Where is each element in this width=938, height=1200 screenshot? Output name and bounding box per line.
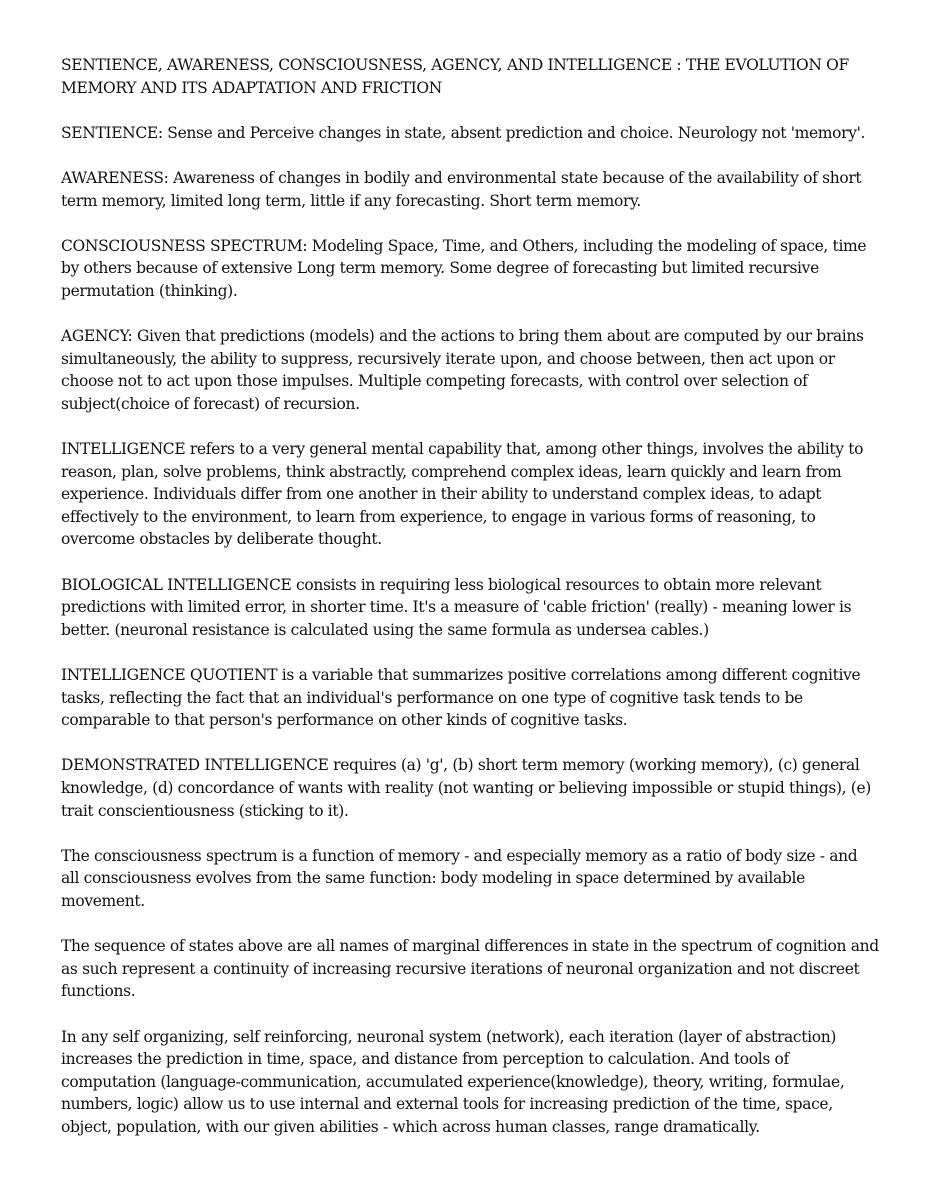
paragraph-sentience: SENTIENCE: Sense and Perceive changes in state, absent prediction and choice. Neurology not 'memory'. <box>61 123 866 142</box>
paragraph-intelligence-quotient: INTELLIGENCE QUOTIENT is a variable that summarizes positive correlations among different cognitive tasks, reflecting the fact that an individual's performance on one type of cognitive task tends to be comparable to that person's performance on other kinds of cognitive tasks. <box>61 666 861 730</box>
paragraph-biological-intelligence: BIOLOGICAL INTELLIGENCE consists in requiring less biological resources to obtain more relevant predictions with limited error, in shorter time. It's a measure of 'cable friction' (really) - meaning lower is better. (neuronal resistance is calculated using the same formula as undersea cables.) <box>61 575 852 639</box>
paragraph-self-organizing: In any self organizing, self reinforcing, neuronal system (network), each iteration (layer of abstraction) increases the prediction in time, space, and distance from perception to calculation. And tools of computation (language-communication, accumulated experience(knowledge), theory, writing, formulae, numbers, logic) allow us to use internal and external tools for increasing prediction of the time, space, object, population, with our given abilities - which across human classes, range dramatically. <box>61 1027 845 1136</box>
document-title: SENTIENCE, AWARENESS, CONSCIOUSNESS, AGENCY, AND INTELLIGENCE : THE EVOLUTION OF MEMORY AND ITS ADAPTATION AND FRICTION <box>61 56 849 97</box>
paragraph-consciousness-spectrum: CONSCIOUSNESS SPECTRUM: Modeling Space, Time, and Others, including the modeling of space, time by others because of extensive Long term memory. Some degree of forecasting but limited recursive permutation (thinking). <box>61 236 867 300</box>
document-body <box>61 54 879 1139</box>
paragraph-awareness: AWARENESS: Awareness of changes in bodily and environmental state because of the availability of short term memory, limited long term, little if any forecasting. Short term memory. <box>61 168 862 210</box>
paragraph-demonstrated-intelligence: DEMONSTRATED INTELLIGENCE requires (a) 'g', (b) short term memory (working memory), (c) general knowledge, (d) concordance of wants with reality (not wanting or believing impossible or stupid things), (e) trait conscientiousness (sticking to it). <box>61 756 872 820</box>
paragraph-intelligence: INTELLIGENCE refers to a very general mental capability that, among other things, involves the ability to reason, plan, solve problems, think abstractly, comprehend complex ideas, learn quickly and learn from experience. Individuals differ from one another in their ability to understand complex ideas, to adapt effectively to the environment, to learn from experience, to engage in various forms of reasoning, to overcome obstacles by deliberate thought. <box>61 440 864 549</box>
paragraph-agency: AGENCY: Given that predictions (models) and the actions to bring them about are computed by our brains simultaneously, the ability to suppress, recursively iterate upon, and choose between, then act upon or choose not to act upon those impulses. Multiple competing forecasts, with control over selection of subject(choice of forecast) of recursion. <box>61 327 864 413</box>
paragraph-sequence-of-states: The sequence of states above are all names of marginal differences in state in the spectrum of cognition and as such represent a continuity of increasing recursive iterations of neuronal organization and not discreet functions. <box>61 937 879 1001</box>
paragraph-consciousness-function: The consciousness spectrum is a function of memory - and especially memory as a ratio of body size - and all consciousness evolves from the same function: body modeling in space determined by available movement. <box>61 846 858 910</box>
